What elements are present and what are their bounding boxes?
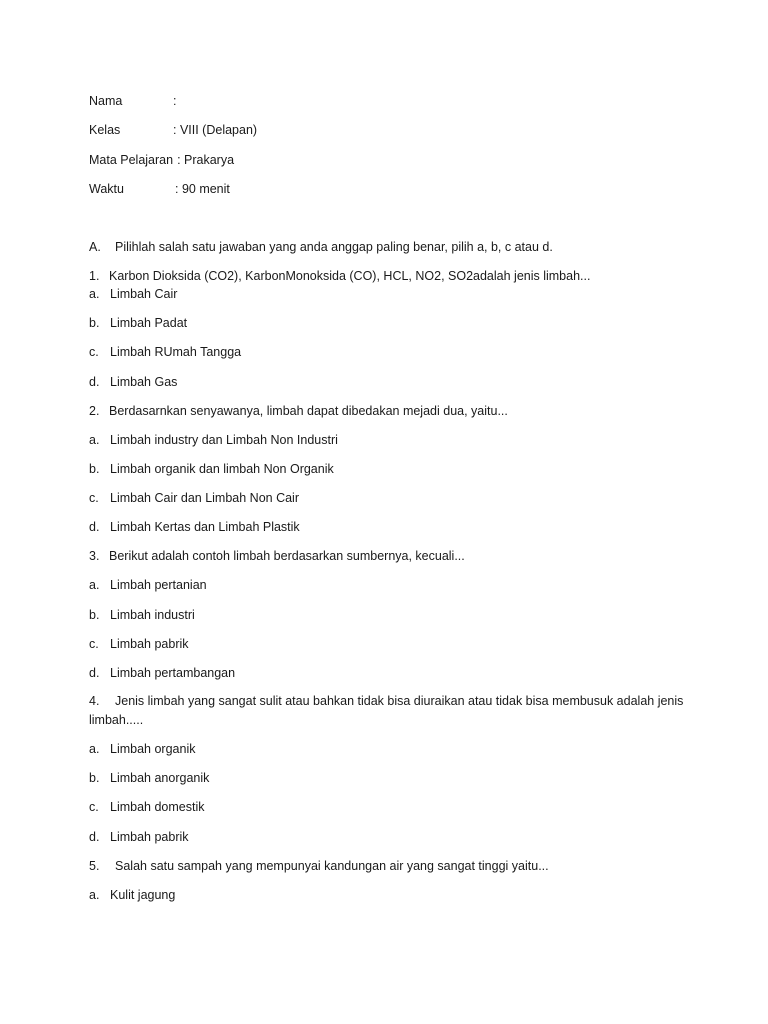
option-letter: a.: [89, 888, 100, 902]
kelas-field: [89, 122, 257, 138]
option-text: Limbah industry dan Limbah Non Industri: [110, 433, 338, 447]
question-2: [89, 403, 508, 419]
option-letter: a.: [89, 742, 100, 756]
kelas-label: Kelas: [89, 123, 121, 137]
option-letter: c.: [89, 345, 99, 359]
option-text: Limbah RUmah Tangga: [110, 345, 242, 359]
option-text: Limbah pabrik: [110, 637, 189, 651]
option-text: Limbah Cair dan Limbah Non Cair: [110, 491, 299, 505]
option-3d: [89, 665, 235, 681]
option-letter: c.: [89, 491, 99, 505]
option-3a: [89, 577, 207, 593]
option-letter: c.: [89, 800, 99, 814]
option-letter: d.: [89, 375, 100, 389]
option-text: Limbah industri: [110, 608, 195, 622]
option-2c: [89, 490, 299, 506]
option-text: Limbah pabrik: [110, 830, 189, 844]
option-letter: d.: [89, 520, 100, 534]
option-letter: b.: [89, 771, 100, 785]
option-letter: b.: [89, 316, 100, 330]
option-text: Limbah pertambangan: [110, 666, 236, 680]
option-1b: [89, 315, 187, 331]
option-letter: a.: [89, 578, 100, 592]
question-text: Karbon Dioksida (CO2), KarbonMonoksida (CO), HCL, NO2, SO2adalah jenis limbah...: [109, 269, 591, 283]
mapel-value: : Prakarya: [177, 153, 235, 167]
option-text: Limbah organik: [110, 742, 196, 756]
option-text: Kulit jagung: [110, 888, 176, 902]
option-letter: b.: [89, 462, 100, 476]
option-4a: [89, 741, 195, 757]
question-number: 3.: [89, 549, 100, 563]
option-text: Limbah Gas: [110, 375, 178, 389]
waktu-label: Waktu: [89, 182, 124, 196]
waktu-value: : 90 menit: [175, 182, 230, 196]
option-4d: [89, 829, 189, 845]
question-1: [89, 268, 590, 284]
option-1d: [89, 374, 177, 390]
option-5a: [89, 887, 175, 903]
waktu-field: [89, 181, 230, 197]
kelas-value: : VIII (Delapan): [173, 123, 258, 137]
option-text: Limbah Padat: [110, 316, 188, 330]
question-text: Salah satu sampah yang mempunyai kandungan air yang sangat tinggi yaitu...: [115, 859, 549, 873]
option-text: Limbah organik dan limbah Non Organik: [110, 462, 334, 476]
nama-label: Nama: [89, 94, 123, 108]
option-3b: [89, 607, 195, 623]
option-1a: [89, 286, 177, 302]
mapel-field: [89, 152, 234, 168]
instruction-marker: A.: [89, 240, 101, 254]
question-text: Berdasarnkan senyawanya, limbah dapat dibedakan mejadi dua, yaitu...: [109, 404, 508, 418]
option-4c: [89, 799, 205, 815]
option-text: Limbah Kertas dan Limbah Plastik: [110, 520, 300, 534]
question-5: [89, 858, 549, 874]
question-3: [89, 548, 465, 564]
question-number: 5.: [89, 859, 100, 873]
option-letter: d.: [89, 830, 100, 844]
question-number: 1.: [89, 269, 100, 283]
question-4: [89, 692, 689, 730]
option-letter: a.: [89, 433, 100, 447]
option-letter: a.: [89, 287, 100, 301]
mapel-label: Mata Pelajaran: [89, 153, 174, 167]
instruction-text: Pilihlah salah satu jawaban yang anda anggap paling benar, pilih a, b, c atau d.: [115, 240, 553, 254]
question-text: Jenis limbah yang sangat sulit atau bahkan tidak bisa diuraikan atau tidak bisa membusuk adalah jenis limbah.....: [89, 694, 684, 727]
option-letter: b.: [89, 608, 100, 622]
question-number: 4.: [89, 694, 100, 708]
option-4b: [89, 770, 209, 786]
option-text: Limbah anorganik: [110, 771, 210, 785]
option-text: Limbah Cair: [110, 287, 178, 301]
question-text: Berikut adalah contoh limbah berdasarkan sumbernya, kecuali...: [109, 549, 465, 563]
nama-field: [89, 93, 176, 109]
option-text: Limbah domestik: [110, 800, 205, 814]
option-2a: [89, 432, 338, 448]
option-letter: c.: [89, 637, 99, 651]
option-3c: [89, 636, 189, 652]
option-2b: [89, 461, 334, 477]
option-1c: [89, 344, 241, 360]
question-number: 2.: [89, 404, 100, 418]
option-text: Limbah pertanian: [110, 578, 207, 592]
option-2d: [89, 519, 300, 535]
nama-value: :: [173, 94, 177, 108]
option-letter: d.: [89, 666, 100, 680]
instruction: [89, 239, 553, 255]
